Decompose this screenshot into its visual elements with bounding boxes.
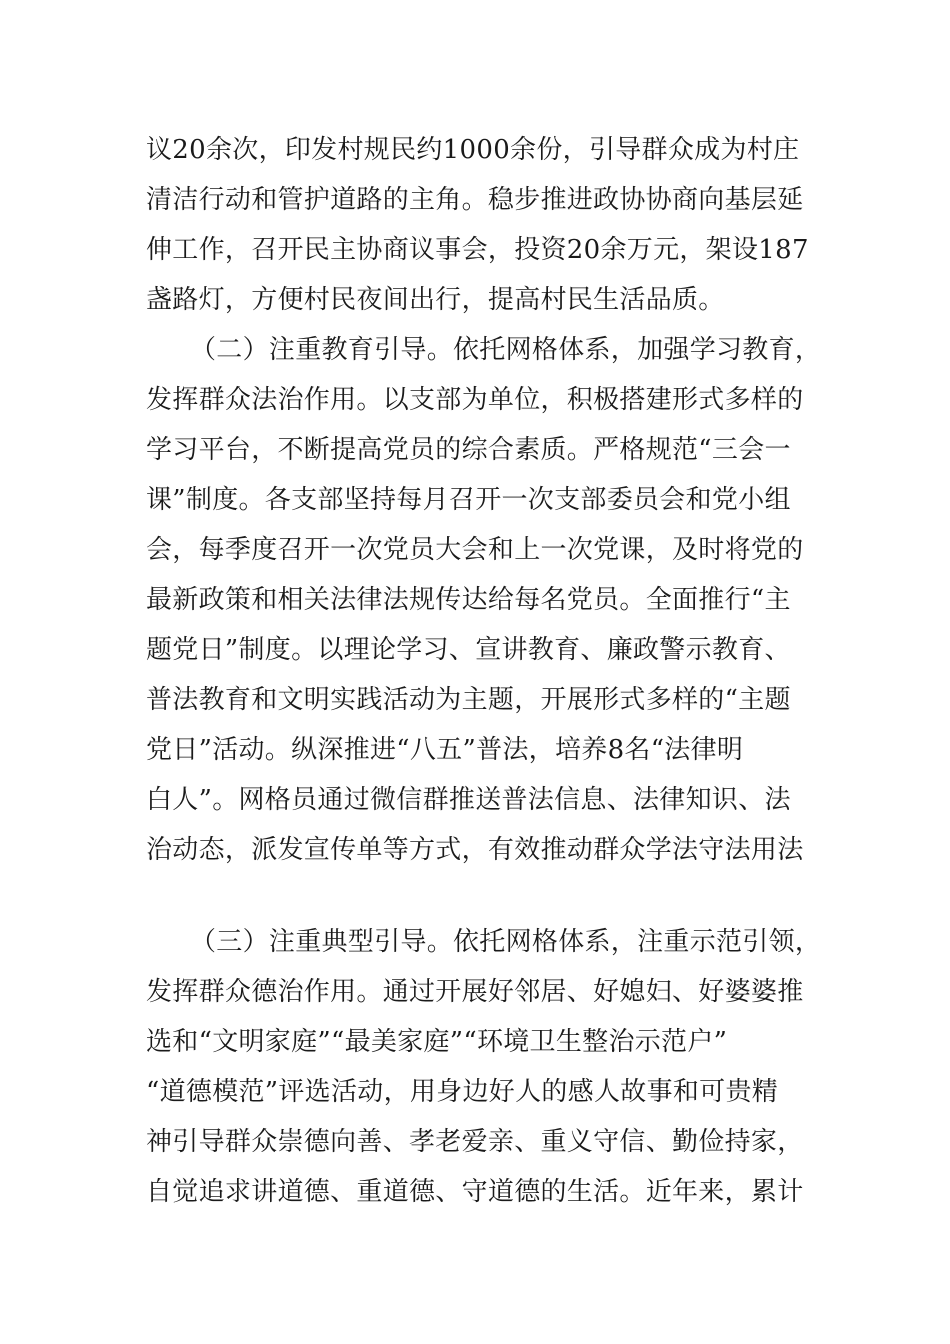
text-line: 神引导群众崇德向善、孝老爱亲、重义守信、勤俭持家， <box>146 1127 804 1157</box>
text-line: 清洁行动和管护道路的主角。稳步推进政协协商向基层延 <box>146 185 804 215</box>
text-line: 题党日”制度。以理论学习、宣讲教育、廉政警示教育、 <box>146 635 791 665</box>
text-line: 最新政策和相关法律法规传达给每名党员。全面推行“主 <box>146 585 791 615</box>
text-line: 治动态，派发宣传单等方式，有效推动群众学法守法用法 <box>146 835 804 865</box>
section-heading-line: （二）注重教育引导。依托网格体系，加强学习教育， <box>190 335 822 365</box>
text-line: 党日”活动。纵深推进“八五”普法，培养8名“法律明 <box>146 735 744 765</box>
text-line: 盏路灯，方便村民夜间出行，提高村民生活品质。 <box>146 285 725 315</box>
text-line: 会，每季度召开一次党员大会和上一次党课，及时将党的 <box>146 535 804 565</box>
text-line: 自觉追求讲道德、重道德、守道德的生活。近年来，累计 <box>146 1177 804 1207</box>
text-line: 发挥群众法治作用。以支部为单位，积极搭建形式多样的 <box>146 385 804 415</box>
text-line: 学习平台，不断提高党员的综合素质。严格规范“三会一 <box>146 435 791 465</box>
text-line: 选和“文明家庭”“最美家庭”“环境卫生整治示范户” <box>146 1027 728 1057</box>
text-line: 课”制度。各支部坚持每月召开一次支部委员会和党小组 <box>146 485 791 515</box>
text-line: 普法教育和文明实践活动为主题，开展形式多样的“主题 <box>146 685 791 715</box>
text-line: 议20余次，印发村规民约1000余份，引导群众成为村庄 <box>146 135 800 165</box>
text-line: 伸工作，召开民主协商议事会，投资20余万元，架设187 <box>146 235 809 265</box>
text-line: “道德模范”评选活动，用身边好人的感人故事和可贵精 <box>146 1077 779 1107</box>
text-line: 白人”。网格员通过微信群推送普法信息、法律知识、法 <box>146 785 791 815</box>
text-line: 发挥群众德治作用。通过开展好邻居、好媳妇、好婆婆推 <box>146 977 804 1007</box>
section-heading-line: （三）注重典型引导。依托网格体系，注重示范引领， <box>190 927 822 957</box>
